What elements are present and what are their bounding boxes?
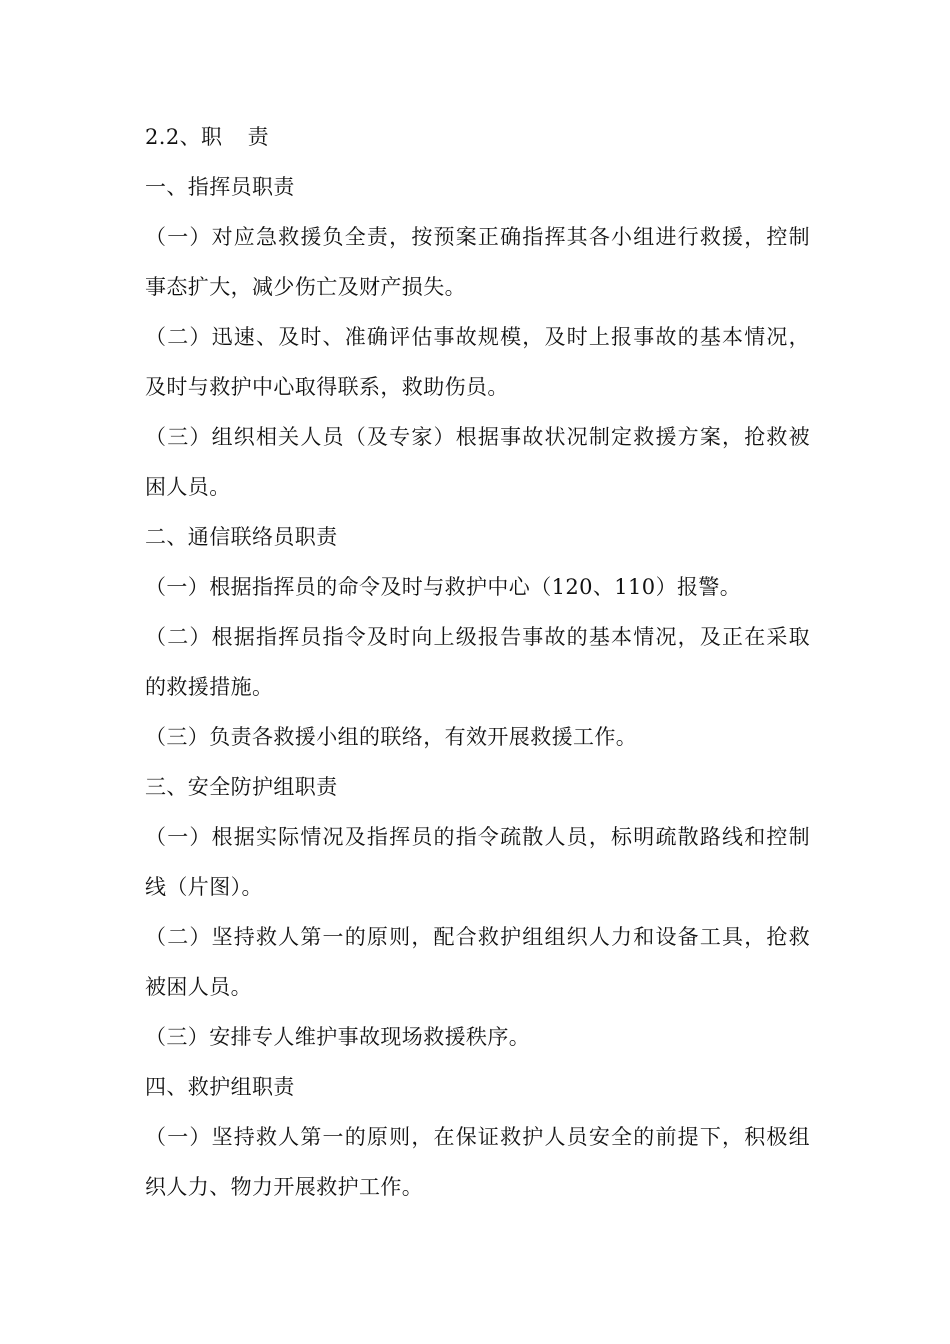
text-line: 的救援措施。: [145, 675, 274, 699]
text-line: 事态扩大，减少伤亡及财产损失。: [145, 275, 466, 299]
paragraph-lines: [145, 162, 810, 1212]
text-line: 织人力、物力开展救护工作。: [145, 1175, 424, 1199]
text-line: （二）迅速、及时、准确评估事故规模，及时上报事故的基本情况，: [145, 325, 810, 349]
text-line: 被困人员。: [145, 975, 252, 999]
document-body: [145, 112, 810, 1212]
text-line: 及时与救护中心取得联系，救助伤员。: [145, 375, 509, 399]
text-line: （一）根据指挥员的命令及时与救护中心（120、110）报警。: [145, 575, 742, 599]
text-line: （三）安排专人维护事故现场救援秩序。: [145, 1025, 531, 1049]
section-title: [145, 112, 810, 162]
text-line: （一）根据实际情况及指挥员的指令疏散人员，标明疏散路线和控制: [145, 825, 810, 849]
text-line: （一）对应急救援负全责，按预案正确指挥其各小组进行救援，控制: [145, 225, 810, 249]
text-line: （三）负责各救援小组的联络，有效开展救援工作。: [145, 725, 638, 749]
text-line: 三、安全防护组职责: [145, 775, 338, 799]
text-line: 困人员。: [145, 475, 231, 499]
text-line: （三）组织相关人员（及专家）根据事故状况制定救援方案，抢救被: [145, 425, 810, 449]
section-title-suffix: 责: [247, 125, 269, 149]
text-line: 二、通信联络员职责: [145, 525, 338, 549]
text-line: （二）坚持救人第一的原则，配合救护组组织人力和设备工具，抢救: [145, 925, 810, 949]
text-line: （二）根据指挥员指令及时向上级报告事故的基本情况，及正在采取: [145, 625, 810, 649]
text-line: 四、救护组职责: [145, 1075, 295, 1099]
text-line: 线（片图）。: [145, 875, 263, 899]
text-line: 一、指挥员职责: [145, 175, 295, 199]
section-title-prefix: 2.2、职: [145, 125, 223, 149]
text-line: （一）坚持救人第一的原则，在保证救护人员安全的前提下，积极组: [145, 1125, 810, 1149]
